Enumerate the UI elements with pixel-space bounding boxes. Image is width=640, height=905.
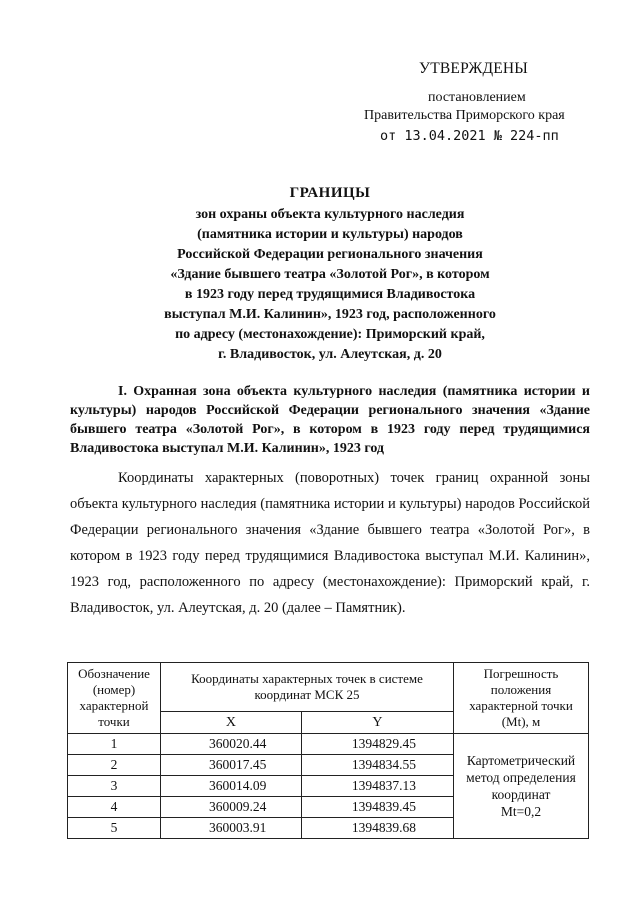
header-coordinates: Координаты характерных точек в системе координат МСК 25 [161, 663, 454, 712]
heading-line: (памятника истории и культуры) народов [197, 227, 463, 242]
cell-y: 1394839.45 [301, 797, 453, 818]
error-method-text: Картометрический метод определения координат [466, 753, 576, 802]
heading-line: по адресу (местонахождение): Приморский край, [175, 327, 485, 342]
approval-title: УТВЕРЖДЕНЫ [419, 60, 528, 77]
heading-line: выступал М.И. Калинин», 1923 год, расположенного [164, 307, 496, 322]
cell-error-method [454, 734, 589, 839]
approval-line-decree: постановлением [428, 90, 526, 105]
cell-point-number: 3 [68, 776, 161, 797]
approval-block [360, 60, 600, 144]
cell-x: 360017.45 [161, 755, 302, 776]
approval-line-government: Правительства Приморского края [364, 108, 565, 123]
cell-x: 360014.09 [161, 776, 302, 797]
error-value-text: Mt=0,2 [500, 804, 542, 819]
cell-point-number: 2 [68, 755, 161, 776]
cell-point-number: 1 [68, 734, 161, 755]
cell-x: 360003.91 [161, 818, 302, 839]
heading-line: Российской Федерации регионального значения [177, 247, 483, 262]
cell-x: 360020.44 [161, 734, 302, 755]
header-error: Погрешность положения характерной точки (Mt), м [454, 663, 589, 734]
header-point-number: Обозначение (номер) характерной точки [68, 663, 161, 734]
heading-line: в 1923 году перед трудящимися Владивостока [184, 287, 476, 302]
heading-title: ГРАНИЦЫ [289, 185, 371, 201]
cell-point-number: 5 [68, 818, 161, 839]
table-header-row [68, 663, 589, 712]
table-row [68, 734, 589, 755]
document-heading [70, 183, 590, 365]
cell-y: 1394837.13 [301, 776, 453, 797]
heading-line: зон охраны объекта культурного наследия [195, 207, 465, 222]
heading-line: г. Владивосток, ул. Алеутская, д. 20 [218, 347, 442, 362]
cell-point-number: 4 [68, 797, 161, 818]
cell-y: 1394829.45 [301, 734, 453, 755]
section-title: I. Охранная зона объекта культурного наследия (памятника истории и культуры) народов Российской Федерации регионального значения «Здание бывшего театра «Золотой Рог», в котором в 1923 году перед трудящимися Владивостока выступал М.И. Калинин», 1923 год [70, 384, 590, 456]
header-x: X [161, 712, 302, 734]
approval-line-date-number: от 13.04.2021 № 224-пп [380, 128, 559, 144]
header-y: Y [301, 712, 453, 734]
cell-y: 1394839.68 [301, 818, 453, 839]
cell-y: 1394834.55 [301, 755, 453, 776]
coordinates-table [67, 662, 589, 839]
heading-line: «Здание бывшего театра «Золотой Рог», в котором [170, 267, 490, 282]
body-paragraph: Координаты характерных (поворотных) точек границ охранной зоны объекта культурного наследия (памятника истории и культуры) народов Российской Федерации регионального значения «Здание бывшего театра «Золотой Рог», в котором в 1923 году перед трудящимися Владивостока выступал М.И. Калинин», 1923 год, расположенного по адресу (местонахождение): Приморский край, г. Владивосток, ул. Алеутская, д. 20 (далее – Памятник). [70, 470, 590, 616]
cell-x: 360009.24 [161, 797, 302, 818]
